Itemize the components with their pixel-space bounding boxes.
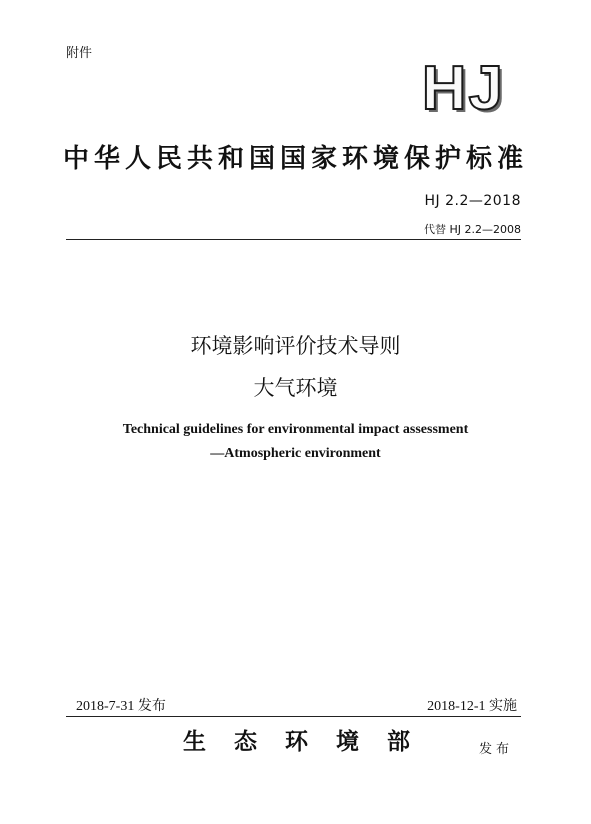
chinese-title-main: 环境影响评价技术导则	[190, 334, 401, 358]
chinese-title-sub: 大气环境	[253, 376, 338, 400]
issuing-authority: 生态环境部	[183, 729, 438, 755]
implementation-date: 2018-12-1 实施	[427, 699, 517, 714]
attachment-label: 附件	[66, 46, 93, 61]
standard-category-title: 中华人民共和国国家环境保护标准	[62, 144, 528, 174]
header-divider	[66, 239, 521, 240]
replaces-standard: 代替 HJ 2.2—2008	[424, 223, 521, 236]
issue-date: 2018-7-31 发布	[76, 699, 166, 714]
english-title-sub: —Atmospheric environment	[210, 446, 381, 461]
english-title-main: Technical guidelines for environmental impact assessment	[122, 422, 469, 437]
footer-divider	[66, 716, 521, 717]
hj-logo: HJ	[421, 54, 505, 123]
standard-code: HJ 2.2—2018	[424, 193, 521, 209]
publish-label: 发布	[479, 742, 514, 757]
